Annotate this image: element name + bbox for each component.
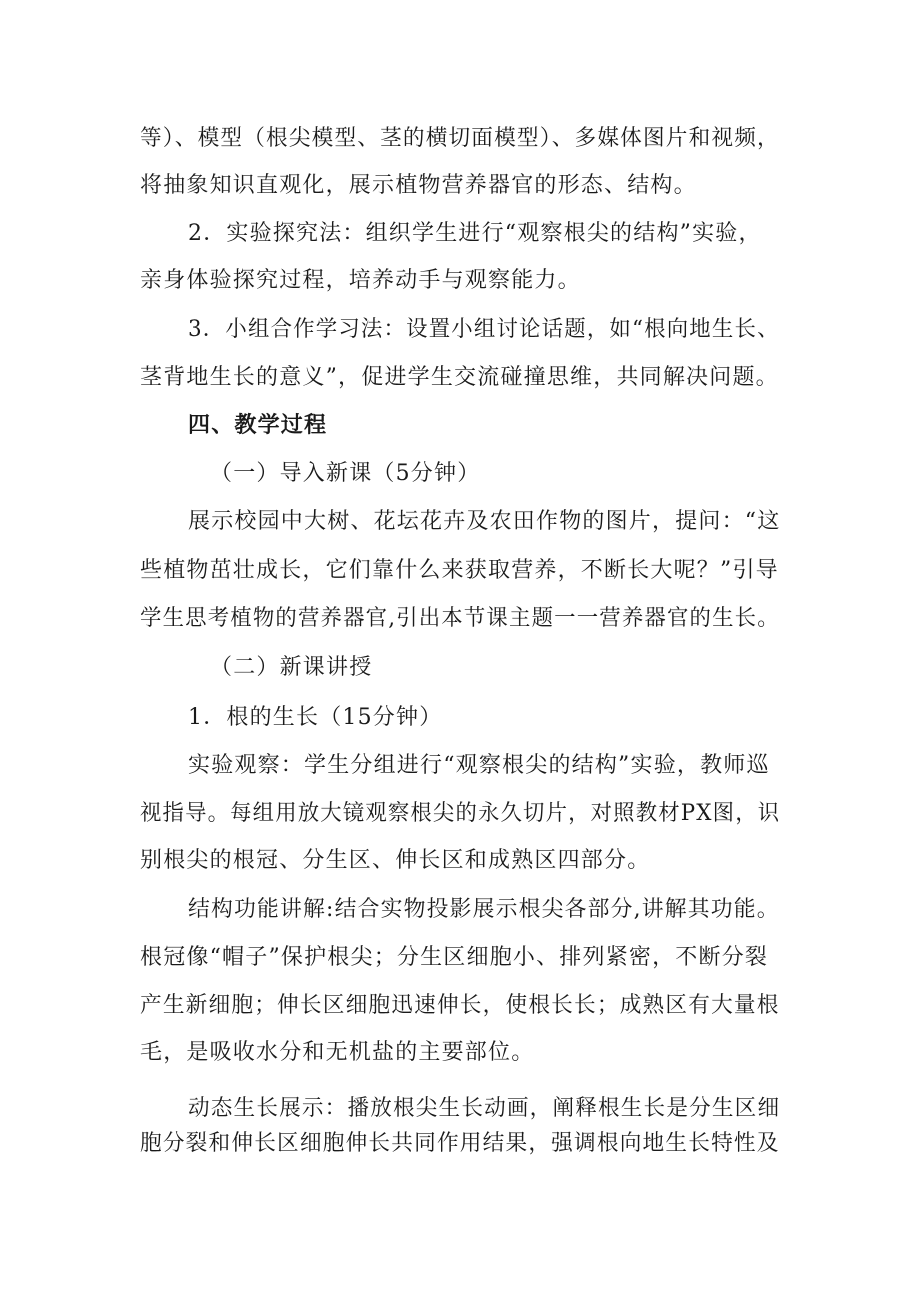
list-item-2: 2．实验探究法：组织学生进行“观察根尖的结构”实验， xyxy=(188,221,762,246)
text-line: 将抽象知识直观化，展示植物营养器官的形态、结构。 xyxy=(140,173,697,198)
text-line: 产生新细胞；伸长区细胞迅速伸长，使根长长；成熟区有大量根 xyxy=(140,993,780,1018)
text-line: 动态生长展示：播放根尖生长动画，阐释根生长是分生区细 xyxy=(188,1096,781,1121)
text-line: 展示校园中大树、花坛花卉及农田作物的图片，提问：“这 xyxy=(188,509,781,534)
subsection-heading: （二）新课讲授 xyxy=(210,655,373,680)
text-line: 视指导。每组用放大镜观察根尖的永久切片，对照教材PX图，识 xyxy=(140,801,781,826)
text-line: 毛，是吸收水分和无机盐的主要部位。 xyxy=(140,1040,535,1065)
subsection-heading: （一）导入新课（5分钟） xyxy=(210,461,481,486)
text-line: 根冠像“帽子”保护根尖；分生区细胞小、排列紧密，不断分裂 xyxy=(140,945,769,970)
text-line: 茎背地生长的意义”，促进学生交流碰撞思维，共同解决问题。 xyxy=(140,365,779,390)
text-line: 别根尖的根冠、分生区、伸长区和成熟区四部分。 xyxy=(140,848,651,873)
text-line: 学生思考植物的营养器官,引出本节课主题一一营养器官的生长。 xyxy=(140,606,780,631)
text-line: 些植物茁壮成长，它们靠什么来获取营养，不断长大呢？”引导 xyxy=(140,558,779,583)
text-line: 亲身体验探究过程，培养动手与观察能力。 xyxy=(140,268,581,293)
section-heading: 四、教学过程 xyxy=(188,413,328,438)
text-line: 等）、模型（根尖模型、茎的横切面模型）、多媒体图片和视频， xyxy=(140,126,780,151)
text-line: 结构功能讲解:结合实物投影展示根尖各部分,讲解其功能。 xyxy=(188,897,780,922)
text-line: 胞分裂和伸长区细胞伸长共同作用结果，强调根向地生长特性及 xyxy=(140,1131,780,1156)
list-item-3: 3．小组合作学习法：设置小组讨论话题，如“根向地生长、 xyxy=(188,317,780,342)
text-line: 实验观察：学生分组进行“观察根尖的结构”实验，教师巡 xyxy=(188,753,770,778)
item-heading: 1．根的生长（15分钟） xyxy=(188,705,443,730)
